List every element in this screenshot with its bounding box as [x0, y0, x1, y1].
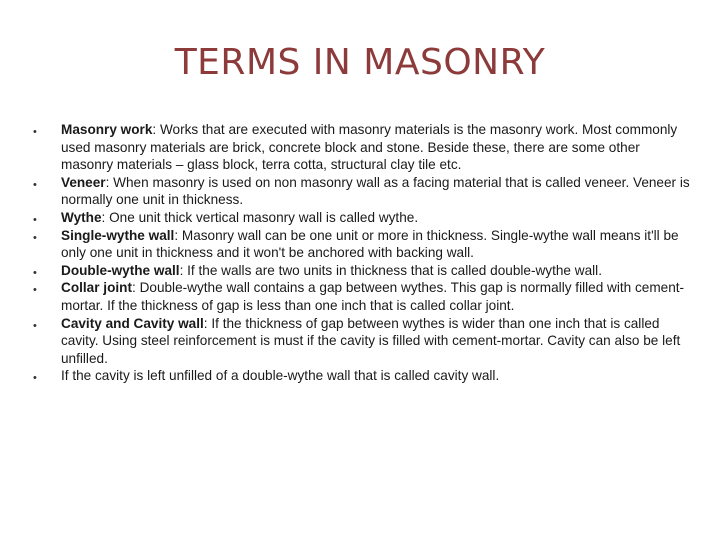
- term-separator: :: [174, 227, 182, 243]
- term-label: Veneer: [61, 174, 106, 190]
- list-item: [0, 174, 720, 209]
- list-item: [0, 367, 720, 385]
- bullet-icon: •: [33, 178, 37, 191]
- term-label: Collar joint: [61, 280, 132, 296]
- list-item: [0, 262, 720, 280]
- term-definition: If the walls are two units in thickness that is called double-wythe wall.: [187, 262, 602, 278]
- bullet-icon: •: [33, 213, 37, 226]
- term-separator: :: [179, 262, 188, 278]
- term-definition: When masonry is used on non masonry wall as a facing material that is called veneer. Veneer is normally one unit in thickness.: [61, 174, 690, 208]
- term-separator: :: [152, 122, 160, 137]
- term-label: Double-wythe wall: [61, 262, 180, 278]
- term-label: Single-wythe wall: [61, 227, 175, 243]
- term-definition: If the thickness of gap between wythes is wider than one inch that is called cavity. Using steel reinforcement is must if the cavity is filled with cement-mortar. Cavity can also be left unfilled.: [61, 315, 681, 366]
- term-definition: Double-wythe wall contains a gap between wythes. This gap is normally filled with cement-mortar. If the thickness of gap is less than one inch that is called collar joint.: [61, 280, 685, 313]
- list-item: [0, 227, 720, 262]
- term-separator: :: [203, 315, 212, 331]
- slide-title: TERMS IN MASONRY: [174, 42, 546, 83]
- bullet-icon: •: [33, 231, 37, 244]
- term-separator: :: [132, 280, 140, 296]
- term-label: Masonry work: [61, 122, 153, 137]
- list-item: [0, 121, 720, 174]
- term-definition: One unit thick vertical masonry wall is called wythe.: [109, 209, 419, 225]
- list-item: [0, 315, 720, 368]
- bullet-icon: •: [33, 372, 37, 385]
- term-definition: If the cavity is left unfilled of a double-wythe wall that is called cavity wall.: [61, 368, 500, 384]
- term-label: Wythe: [61, 209, 102, 225]
- list-item: [0, 279, 720, 314]
- bullet-icon: •: [33, 319, 37, 332]
- term-definition: Masonry wall can be one unit or more in thickness. Single-wythe wall means it'll be only one unit in thickness and it won't be anchored with backing wall.: [61, 227, 679, 261]
- bullet-icon: •: [33, 284, 37, 297]
- term-definition: Works that are executed with masonry materials is the masonry work. Most commonly used masonry materials are brick, concrete block and stone. Beside these, there are some other masonry materials – glass block, terra cotta, structural clay tile etc.: [61, 122, 678, 173]
- term-separator: :: [101, 209, 110, 225]
- terms-list: [0, 121, 720, 385]
- bullet-icon: •: [33, 266, 37, 279]
- bullet-icon: •: [33, 126, 37, 138]
- term-separator: :: [105, 174, 114, 190]
- term-label: Cavity and Cavity wall: [61, 315, 204, 331]
- list-item: [0, 209, 720, 227]
